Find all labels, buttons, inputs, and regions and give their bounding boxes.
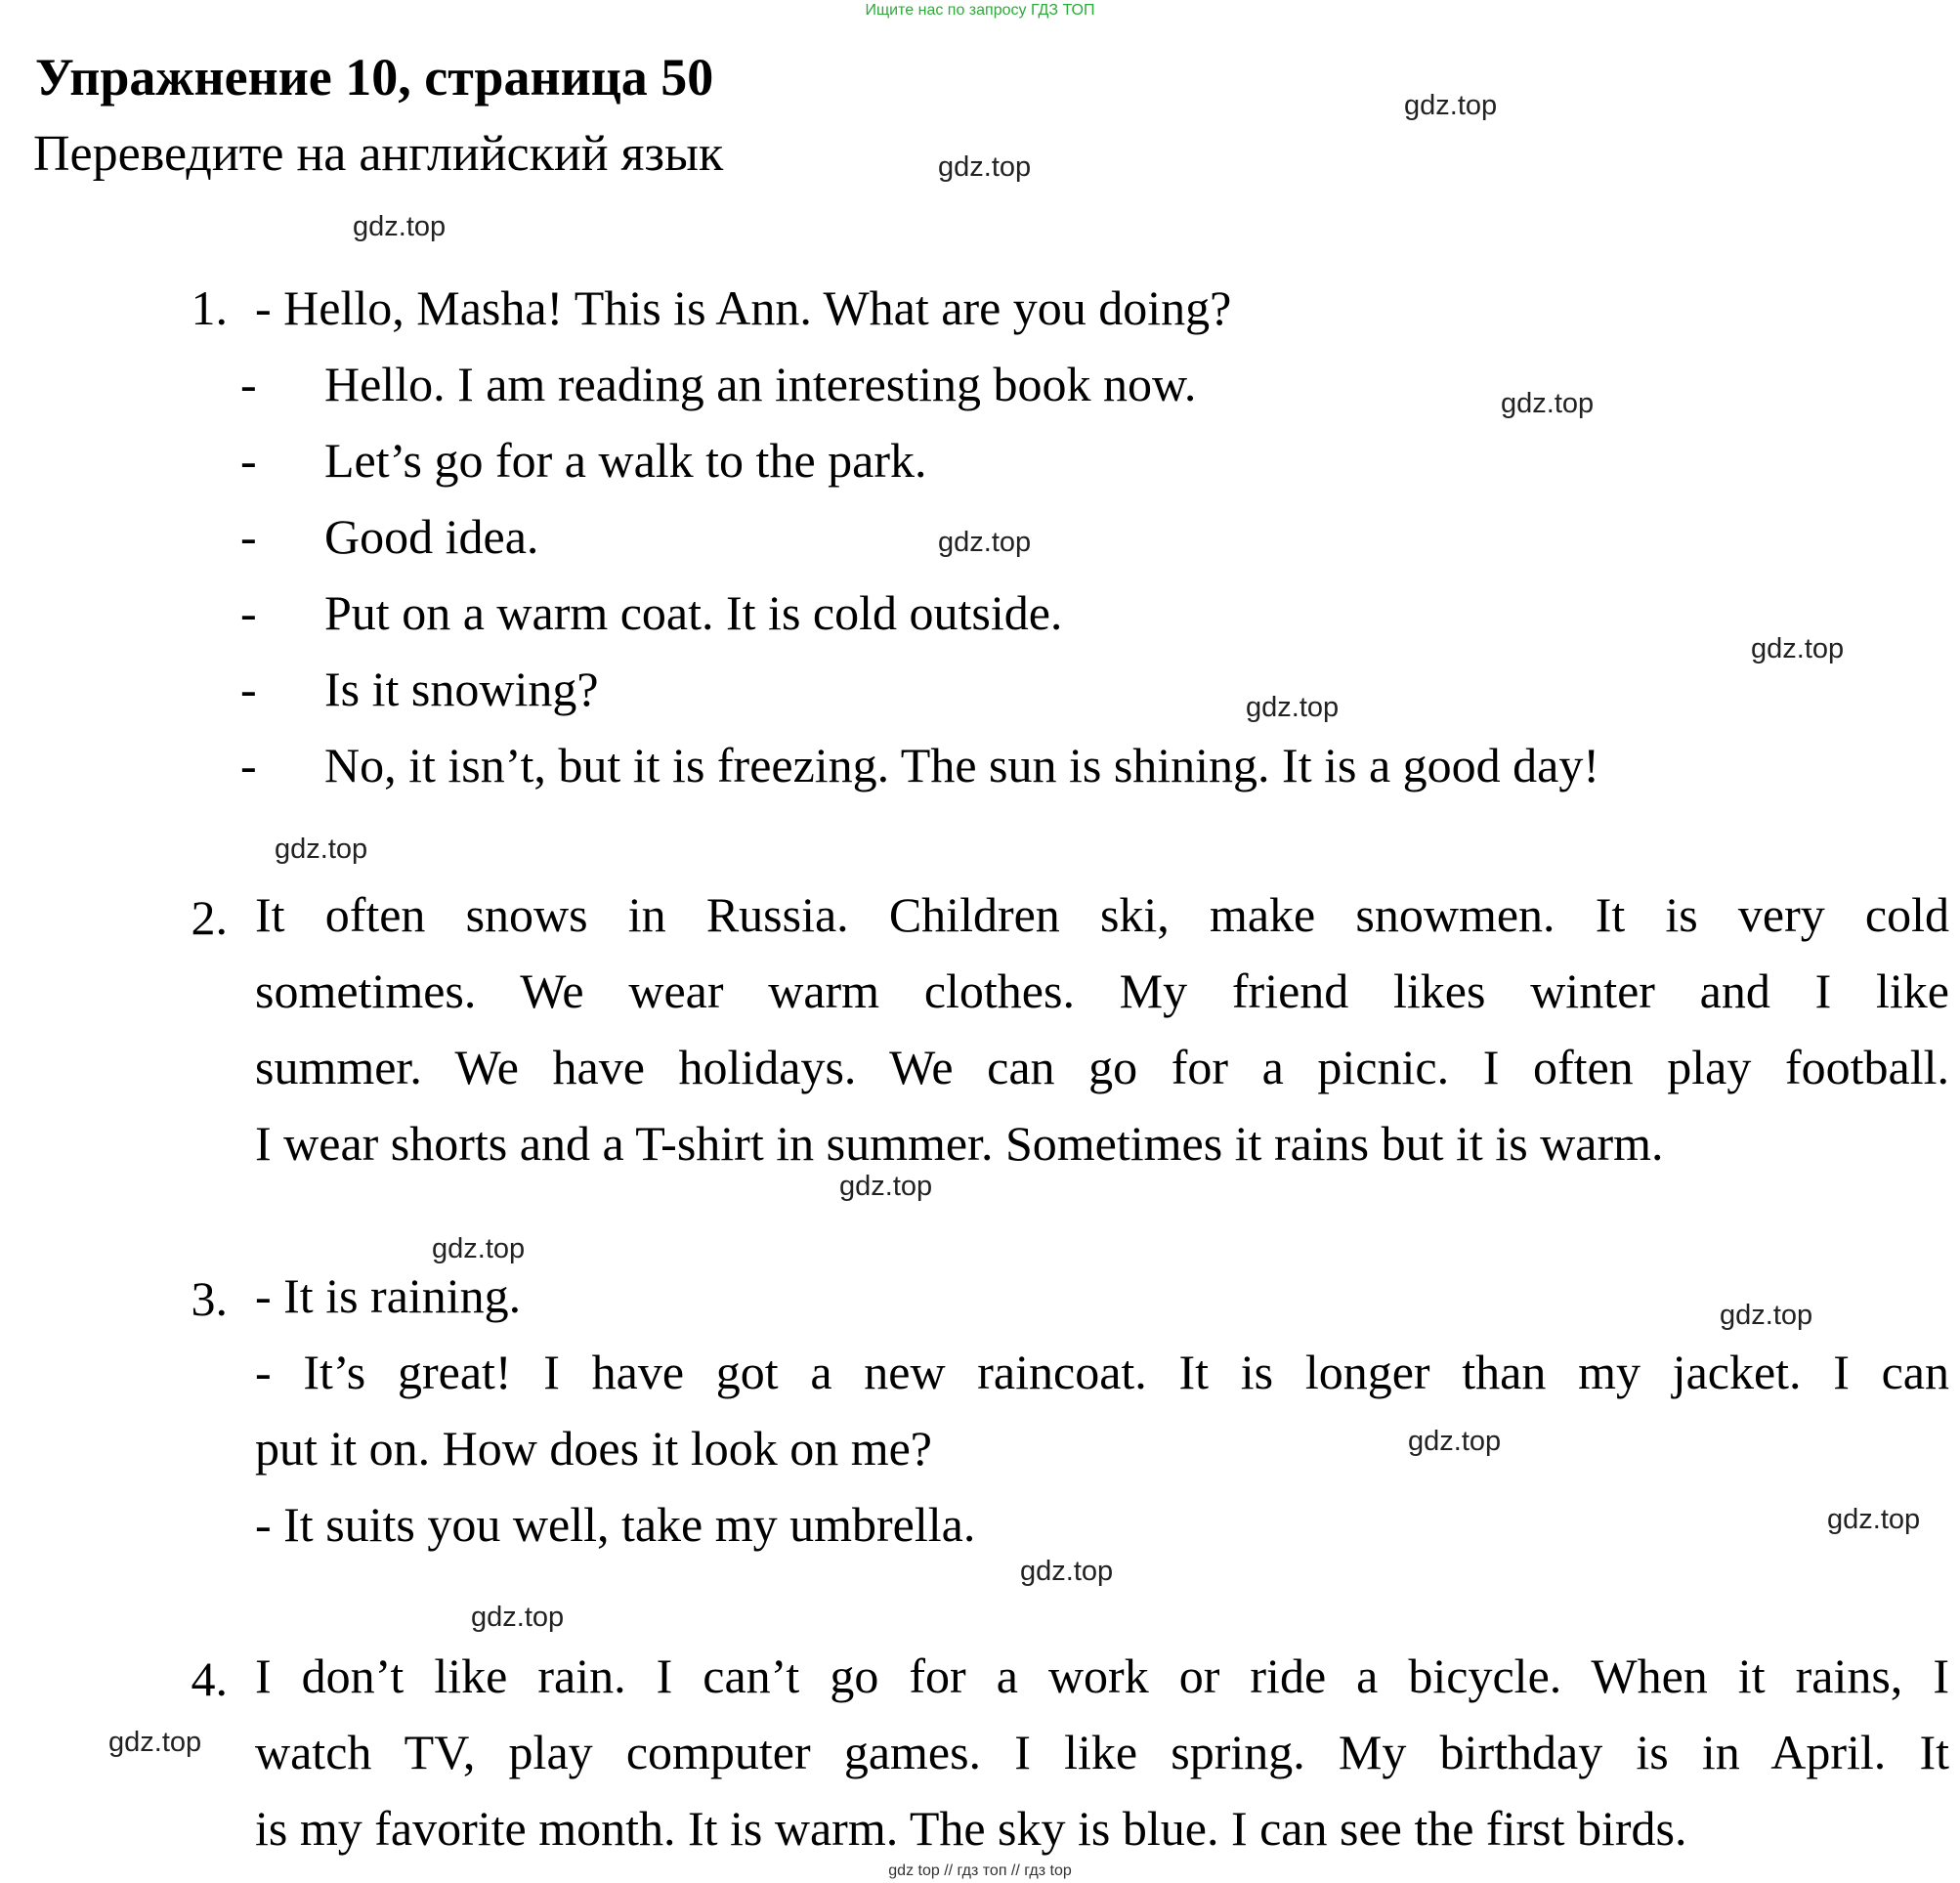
paragraph-line: It often snows in Russia. Children ski, make snowmen. It is very cold bbox=[255, 887, 1949, 942]
watermark: gdz.top bbox=[108, 1727, 202, 1758]
dialog-line: - It is raining. bbox=[255, 1268, 522, 1323]
dialog-line: - It’s great! I have got a new raincoat. It is longer than my jacket. I can bbox=[255, 1345, 1949, 1399]
watermark: gdz.top bbox=[353, 211, 447, 242]
dialog-dash: - bbox=[240, 357, 257, 411]
dialog-line: Good idea. bbox=[324, 509, 539, 564]
paragraph bbox=[255, 1638, 1949, 1866]
watermark: gdz.top bbox=[1020, 1556, 1114, 1587]
paragraph-line: summer. We have holidays. We can go for a picnic. I often play football. bbox=[255, 1040, 1949, 1094]
watermark: gdz.top bbox=[1501, 388, 1595, 419]
dialog-line: Put on a warm coat. It is cold outside. bbox=[324, 585, 1063, 640]
dialog-line: - Hello, Masha! This is Ann. What are you doing? bbox=[255, 280, 1232, 335]
dialog-line: No, it isn’t, but it is freezing. The sun is shining. It is a good day! bbox=[324, 738, 1599, 792]
watermark: gdz.top bbox=[432, 1233, 526, 1264]
watermark: gdz.top bbox=[1827, 1504, 1921, 1535]
item-number: 4. bbox=[191, 1651, 228, 1706]
watermark: gdz.top bbox=[471, 1602, 565, 1633]
watermark: gdz.top bbox=[839, 1171, 933, 1202]
item-number: 2. bbox=[191, 890, 228, 945]
watermark: gdz.top bbox=[1246, 692, 1340, 723]
bottom-banner: gdz top // гдз топ // гдз top bbox=[888, 1862, 1072, 1879]
dialog-line: put it on. How does it look on me? bbox=[255, 1421, 932, 1476]
dialog-dash: - bbox=[240, 738, 257, 792]
exercise-title: Упражнение 10, страница 50 bbox=[35, 48, 714, 107]
dialog-dash: - bbox=[240, 433, 257, 488]
watermark: gdz.top bbox=[1404, 90, 1498, 121]
watermark: gdz.top bbox=[1720, 1300, 1813, 1331]
paragraph-line: I wear shorts and a T-shirt in summer. Sometimes it rains but it is warm. bbox=[255, 1116, 1664, 1171]
dialog-line: - It suits you well, take my umbrella. bbox=[255, 1497, 976, 1552]
dialog-dash: - bbox=[240, 662, 257, 716]
watermark: gdz.top bbox=[275, 834, 368, 865]
watermark: gdz.top bbox=[1751, 633, 1845, 664]
dialog bbox=[255, 1258, 1949, 1562]
dialog-dash: - bbox=[240, 585, 257, 640]
watermark: gdz.top bbox=[938, 527, 1032, 558]
paragraph-line: watch TV, play computer games. I like spring. My birthday is in April. It bbox=[255, 1725, 1949, 1779]
exercise-instruction: Переведите на английский язык bbox=[33, 126, 724, 182]
item-number: 1. bbox=[191, 280, 228, 335]
dialog-line: Is it snowing? bbox=[324, 662, 599, 716]
top-banner: Ищите нас по запросу ГДЗ ТОП bbox=[865, 2, 1095, 19]
dialog-line: Let’s go for a walk to the park. bbox=[324, 433, 927, 488]
dialog-dash: - bbox=[240, 509, 257, 564]
watermark: gdz.top bbox=[1408, 1426, 1502, 1457]
paragraph-line: is my favorite month. It is warm. The sky is blue. I can see the first birds. bbox=[255, 1801, 1687, 1856]
watermark: gdz.top bbox=[938, 151, 1032, 183]
paragraph-line: sometimes. We wear warm clothes. My friend likes winter and I like bbox=[255, 963, 1949, 1018]
paragraph bbox=[255, 877, 1949, 1181]
item-number: 3. bbox=[191, 1271, 228, 1326]
paragraph-line: I don’t like rain. I can’t go for a work or ride a bicycle. When it rains, I bbox=[255, 1648, 1949, 1703]
dialog-line: Hello. I am reading an interesting book now. bbox=[324, 357, 1197, 411]
